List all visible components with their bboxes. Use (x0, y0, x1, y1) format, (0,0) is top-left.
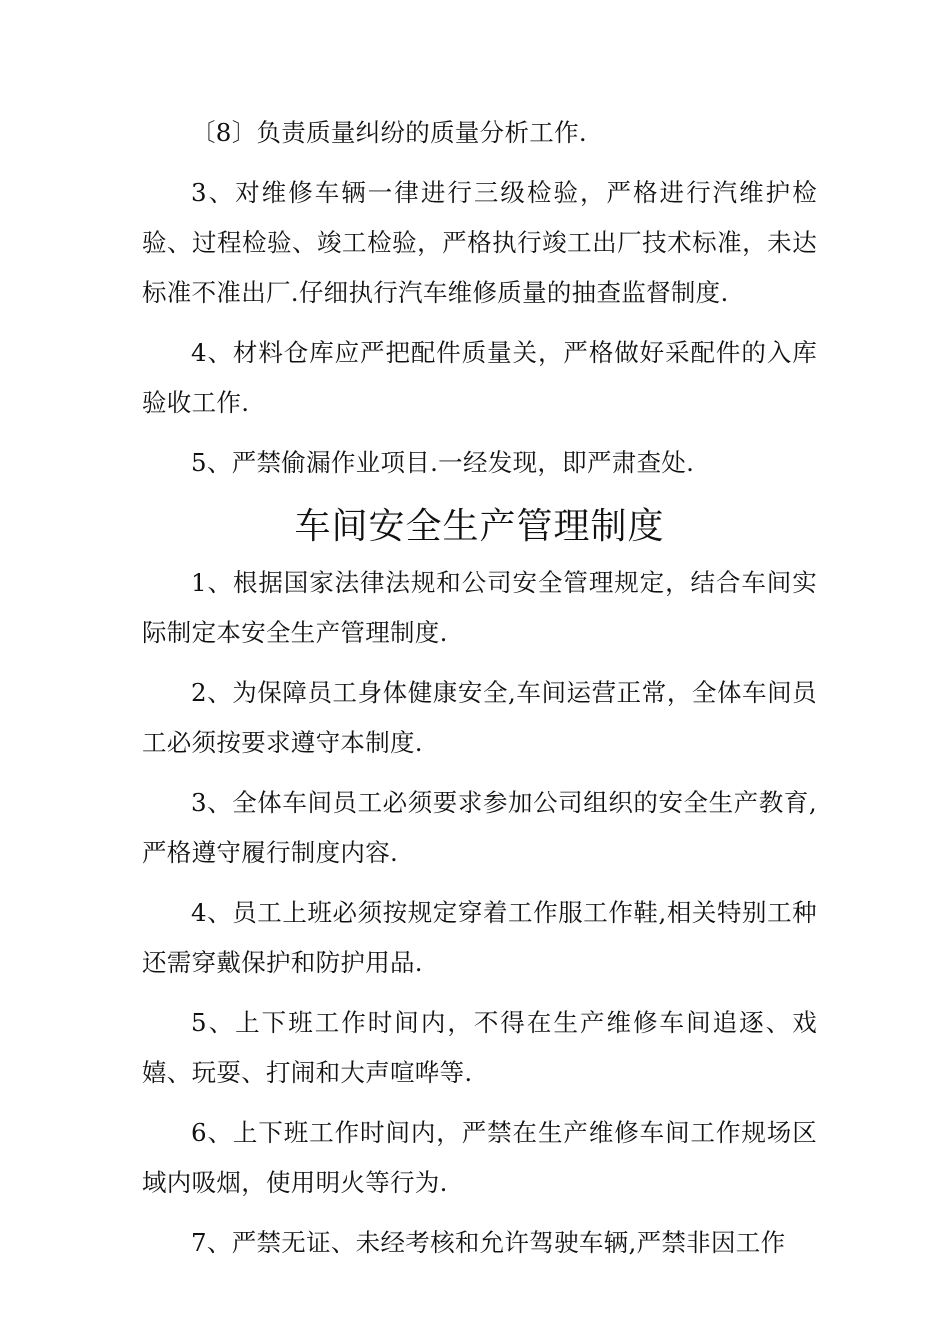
safety-item-1: 1、根据国家法律法规和公司安全管理规定，结合车间实际制定本安全生产管理制度. (142, 568, 817, 647)
quality-item-4: 4、材料仓库应严把配件质量关，严格做好采配件的入库验收工作. (142, 338, 817, 417)
safety-item-2: 2、为保障员工身体健康安全,车间运营正常，全体车间员工必须按要求遵守本制度. (142, 678, 817, 757)
safety-item-7: 7、严禁无证、未经考核和允许驾驶车辆,严禁非因工作 (191, 1228, 786, 1257)
safety-item-6: 6、上下班工作时间内，严禁在生产维修车间工作规场区域内吸烟，使用明火等行为. (142, 1118, 817, 1197)
document-page (142, 108, 817, 1278)
safety-item-3: 3、全体车间员工必须要求参加公司组织的安全生产教育,严格遵守履行制度内容. (142, 788, 817, 867)
quality-item-5: 5、严禁偷漏作业项目.一经发现，即严肃查处. (191, 448, 695, 477)
safety-item-5: 5、上下班工作时间内，不得在生产维修车间追逐、戏嬉、玩耍、打闹和大声喧哗等. (142, 1008, 817, 1087)
safety-item-4: 4、员工上班必须按规定穿着工作服工作鞋,相关特别工种还需穿戴保护和防护用品. (142, 898, 817, 977)
quality-item-8: 〔8〕负责质量纠纷的质量分析工作. (191, 118, 587, 147)
section-title: 车间安全生产管理制度 (294, 506, 665, 547)
quality-item-3: 3、对维修车辆一律进行三级检验，严格进行汽维护检验、过程检验、竣工检验，严格执行竣工出厂技术标准，未达标准不准出厂.仔细执行汽车维修质量的抽查监督制度. (142, 178, 817, 307)
